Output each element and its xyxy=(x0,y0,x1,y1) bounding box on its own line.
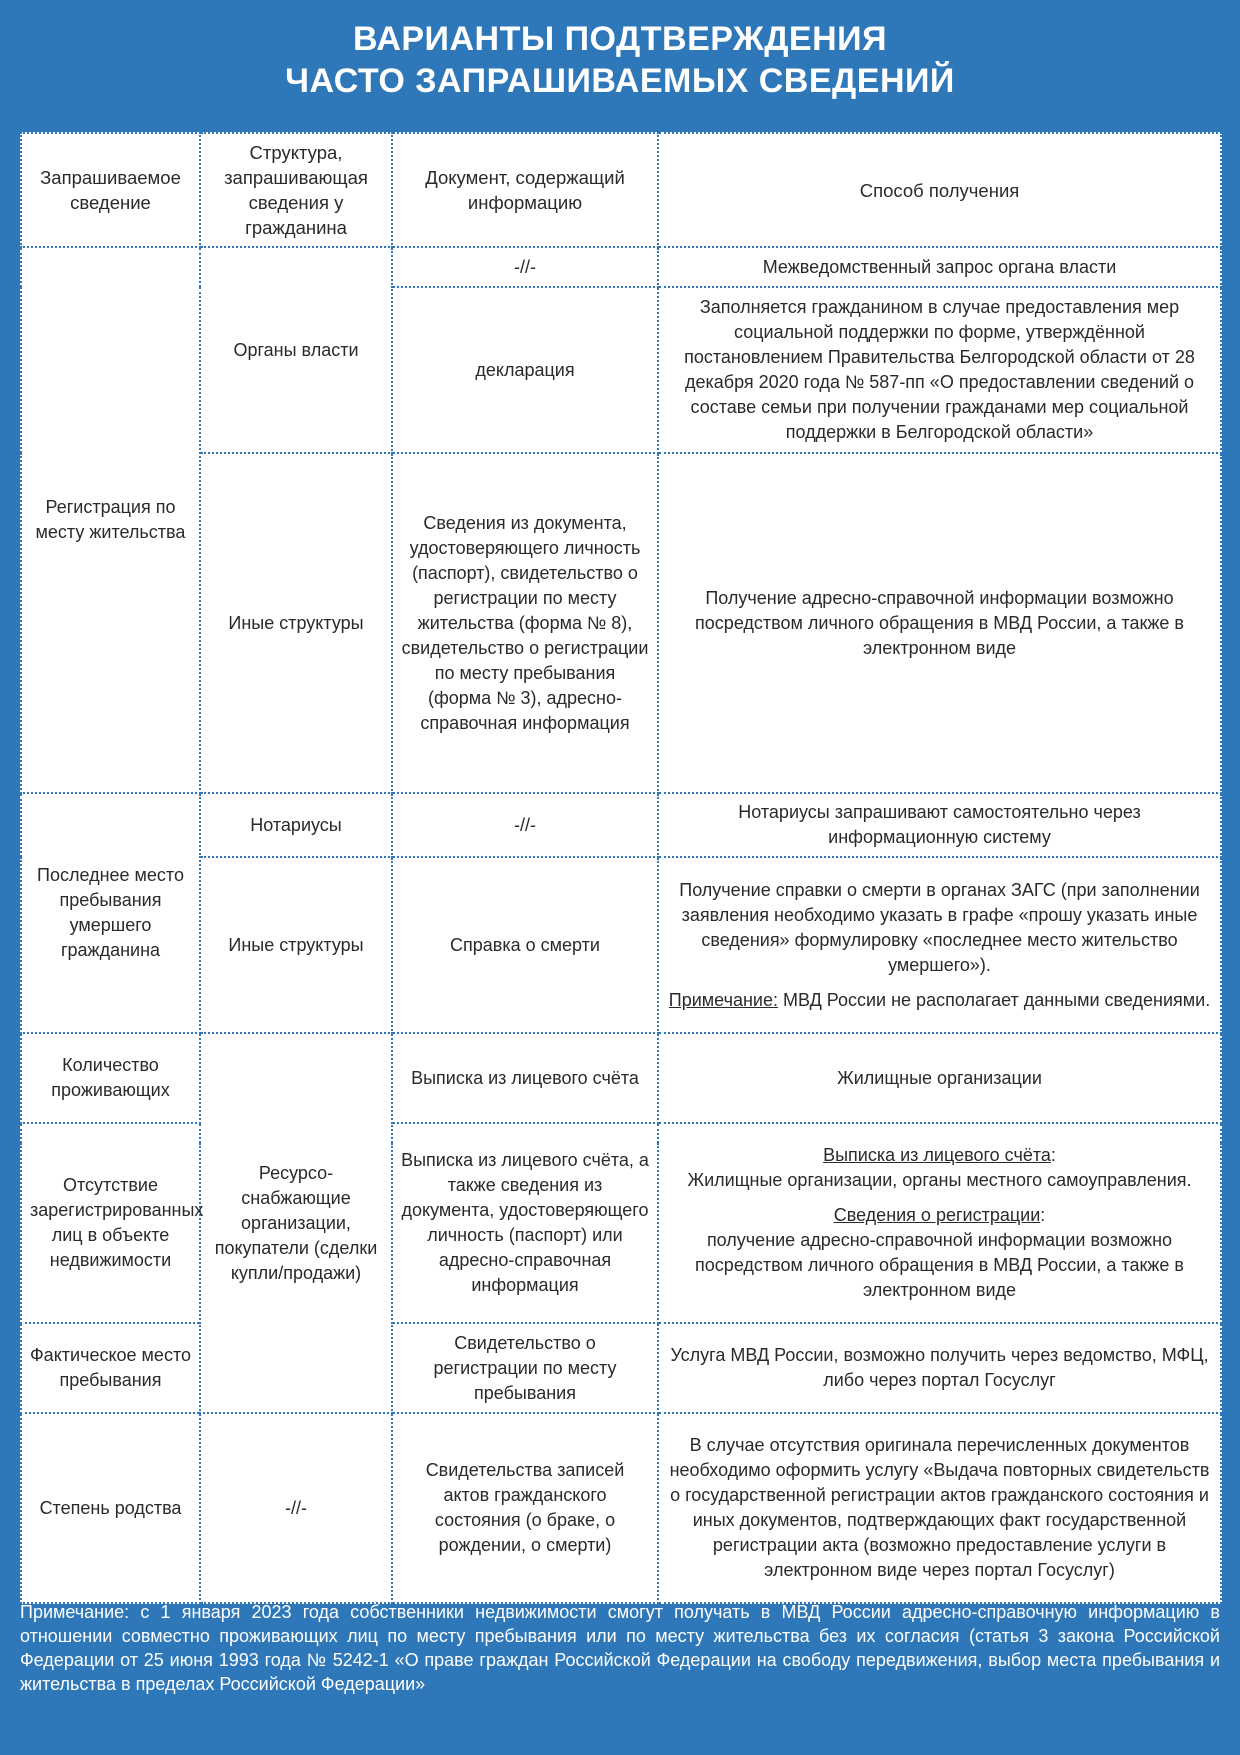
last-way-note xyxy=(667,988,1212,1013)
cell-last-name: Последнее место пребывания умершего гражданина xyxy=(21,793,200,1033)
absence-colon-2: : xyxy=(1040,1205,1046,1225)
cell-actual-way: Услуга МВД России, возможно получить через ведомство, МФЦ, либо через портал Госуслуг xyxy=(658,1323,1221,1413)
table-row xyxy=(21,793,1221,857)
cell-reg-doc1: -//- xyxy=(392,247,658,287)
absence-text-1: Жилищные организации, органы местного самоуправления. xyxy=(687,1170,1192,1190)
cell-count-doc: Выписка из лицевого счёта xyxy=(392,1033,658,1123)
cell-reg-authorities: Органы власти xyxy=(200,247,392,453)
cell-last-way1: Нотариусы запрашивают самостоятельно через информационную систему xyxy=(658,793,1221,857)
title-line-1: ВАРИАНТЫ ПОДТВЕРЖДЕНИЯ xyxy=(352,20,888,58)
cell-count-way: Жилищные организации xyxy=(658,1033,1221,1123)
cell-count-name: Количество проживающих xyxy=(21,1033,200,1123)
table-row xyxy=(21,857,1221,1033)
table-row xyxy=(21,1413,1221,1603)
last-note-label: Примечание: xyxy=(668,989,778,1010)
cell-last-doc1: -//- xyxy=(392,793,658,857)
cell-last-notaries: Нотариусы xyxy=(200,793,392,857)
absence-label-2: Сведения о регистрации xyxy=(833,1205,1041,1225)
cell-actual-doc: Свидетельство о регистрации по месту пребывания xyxy=(392,1323,658,1413)
cell-kin-doc: Свидетельства записей актов гражданского состояния (о браке, о рождении, о смерти) xyxy=(392,1413,658,1603)
cell-last-way2 xyxy=(658,857,1221,1033)
header-document: Документ, содержащий информацию xyxy=(392,133,658,247)
absence-way-part2 xyxy=(667,1203,1212,1303)
absence-label-1: Выписка из лицевого счёта xyxy=(823,1145,1051,1165)
cell-kin-name: Степень родства xyxy=(21,1413,200,1603)
last-note-text: МВД России не располагает данными сведениями. xyxy=(777,989,1211,1010)
cell-reg-way2: Заполняется гражданином в случае предоставления мер социальной поддержки по форме, утверждённой постановлением Правительства Белгородской области от 28 декабря 2020 года № 587-пп «О предоставлении сведений о составе семьи при получении гражданами мер социальной поддержки в Белгородской области» xyxy=(658,287,1221,453)
cell-actual-name: Фактическое место пребывания xyxy=(21,1323,200,1413)
cell-absence-doc: Выписка из лицевого счёта, а также сведения из документа, удостоверяющего личность (паспорт) или адресно-справочная информация xyxy=(392,1123,658,1323)
cell-reg-way1: Межведомственный запрос органа власти xyxy=(658,247,1221,287)
title-line-2: ЧАСТО ЗАПРАШИВАЕМЫХ СВЕДЕНИЙ xyxy=(285,62,955,100)
cell-reg-name: Регистрация по месту жительства xyxy=(21,247,200,793)
cell-reg-doc3: Сведения из документа, удостоверяющего личность (паспорт), свидетельство о регистрации по месту жительства (форма № 8), свидетельство о регистрации по месту пребывания (форма № 3), адресно-справочная информация xyxy=(392,453,658,793)
header-method: Способ получения xyxy=(658,133,1221,247)
info-table xyxy=(20,132,1222,1604)
table-row xyxy=(21,453,1221,793)
cell-reg-way3: Получение адресно-справочной информации возможно посредством личного обращения в МВД России, а также в электронном виде xyxy=(658,453,1221,793)
cell-last-other: Иные структуры xyxy=(200,857,392,1033)
header-structure: Структура, запрашивающая сведения у гражданина xyxy=(200,133,392,247)
header-requested-info: Запрашиваемое сведение xyxy=(21,133,200,247)
cell-resource-org: Ресурсо-снабжающие организации, покупатели (сделки купли/продажи) xyxy=(200,1033,392,1413)
table-row xyxy=(21,247,1221,287)
page-title xyxy=(0,18,1240,102)
last-way-text: Получение справки о смерти в органах ЗАГС (при заполнении заявления необходимо указать в графе «прошу указать иные сведения» формулировку «последнее место жительство умершего»). xyxy=(679,879,1200,975)
cell-absence-way xyxy=(658,1123,1221,1323)
cell-kin-org: -//- xyxy=(200,1413,392,1603)
cell-kin-way: В случае отсутствия оригинала перечисленных документов необходимо оформить услугу «Выдача повторных свидетельств о государственной регистрации актов гражданского состояния и иных документов, подтверждающих факт государственной регистрации акта (возможно предоставление услуги в электронном виде через портал Госуслуг) xyxy=(658,1413,1221,1603)
cell-last-doc2: Справка о смерти xyxy=(392,857,658,1033)
cell-absence-name: Отсутствие зарегистрированных лиц в объекте недвижимости xyxy=(21,1123,200,1323)
cell-reg-other: Иные структуры xyxy=(200,453,392,793)
table-row xyxy=(21,1033,1221,1123)
cell-reg-doc2: декларация xyxy=(392,287,658,453)
absence-text-2: получение адресно-справочной информации возможно посредством личного обращения в МВД России, а также в электронном виде xyxy=(695,1230,1184,1300)
table-header-row xyxy=(21,133,1221,247)
footnote: Примечание: с 1 января 2023 года собственники недвижимости смогут получать в МВД России адресно-справочную информацию в отношении совместно проживающих лиц по месту пребывания или по месту жительства без их согласия (статья 3 закона Российской Федерации от 25 июня 1993 года № 5242-1 «О праве граждан Российской Федерации на свободу передвижения, выбор места пребывания и жительства в пределах Российской Федерации» xyxy=(20,1602,1220,1694)
absence-way-part1 xyxy=(667,1143,1212,1193)
absence-colon-1: : xyxy=(1050,1145,1056,1165)
